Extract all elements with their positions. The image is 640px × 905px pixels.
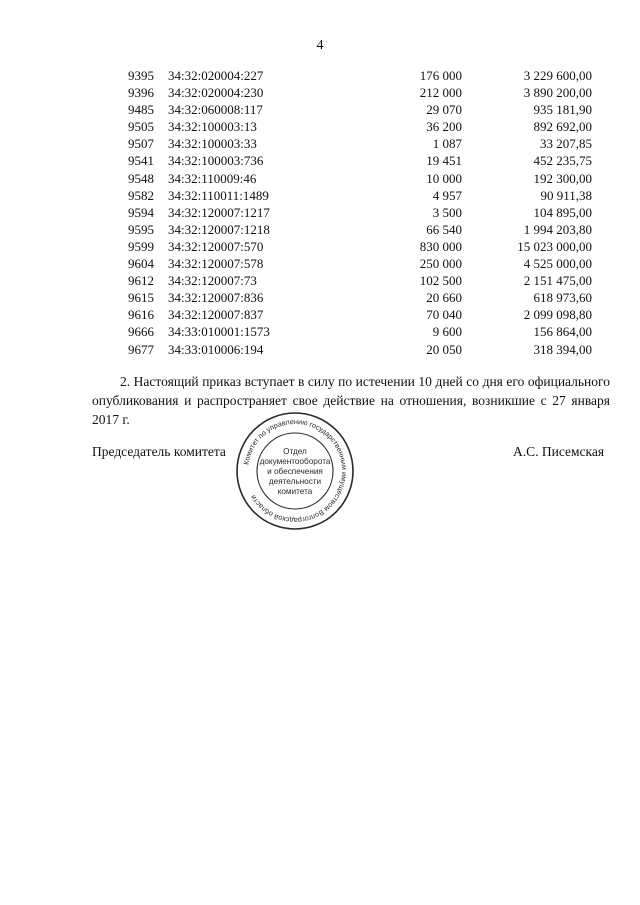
area-value: 20 660 (426, 290, 462, 306)
cadastral-number: 34:32:120007:837 (168, 307, 264, 323)
area-value: 1 087 (432, 136, 462, 152)
table-row (128, 84, 592, 101)
area-value: 29 070 (426, 102, 462, 118)
cadastral-value: 3 229 600,00 (523, 68, 592, 83)
row-number: 9548 (128, 170, 154, 186)
table-row (128, 67, 592, 84)
stamp-line-4: деятельности (268, 477, 322, 486)
cadastral-number: 34:32:020004:227 (168, 68, 264, 83)
area-value: 250 000 (419, 256, 462, 272)
cadastral-value: 15 023 000,00 (517, 238, 592, 254)
row-number: 9677 (128, 341, 154, 357)
table-row (128, 170, 592, 187)
area-value: 830 000 (419, 238, 462, 254)
cadastral-number: 34:32:120007:570 (168, 238, 264, 254)
cadastral-value: 156 864,00 (533, 324, 592, 340)
table-row (128, 306, 592, 323)
area-value: 10 000 (426, 170, 462, 186)
table-row (128, 238, 592, 255)
stamp-ring-text: Комитет по управлению государственным имуществом Волгоградской области (241, 416, 350, 526)
cadastral-value: 3 890 200,00 (523, 85, 592, 101)
cadastral-number: 34:32:100003:13 (168, 119, 257, 135)
cadastral-number: 34:32:100003:736 (168, 153, 264, 169)
table-row (128, 152, 592, 169)
cadastral-value: 104 895,00 (533, 204, 592, 220)
stamp-line-1: Отдел (283, 447, 307, 456)
cadastral-number: 34:33:010006:194 (168, 341, 264, 357)
area-value: 36 200 (426, 119, 462, 135)
row-number: 9396 (128, 85, 154, 101)
cadastral-value: 892 692,00 (533, 119, 592, 135)
table-row (128, 255, 592, 272)
cadastral-number: 34:32:020004:230 (168, 85, 264, 101)
row-number: 9594 (128, 204, 154, 220)
area-value: 19 451 (426, 153, 462, 169)
area-value: 66 540 (426, 221, 462, 237)
table-row (128, 289, 592, 306)
area-value: 102 500 (419, 273, 462, 289)
row-number: 9599 (128, 238, 154, 254)
row-number: 9505 (128, 119, 154, 135)
table-row (128, 272, 592, 289)
area-value: 9 600 (432, 324, 462, 340)
cadastral-value: 1 994 203,80 (523, 221, 592, 237)
table-row (128, 187, 592, 204)
row-number: 9616 (128, 307, 154, 323)
area-value: 3 500 (432, 204, 462, 220)
cadastral-number: 34:32:120007:836 (168, 290, 264, 306)
cadastral-number: 34:32:100003:33 (168, 136, 257, 152)
office-stamp (234, 410, 356, 532)
land-plots-table (128, 67, 592, 358)
cadastral-value: 618 973,60 (533, 290, 592, 306)
cadastral-number: 34:32:120007:73 (168, 273, 257, 289)
row-number: 9507 (128, 136, 154, 152)
cadastral-number: 34:32:120007:578 (168, 256, 264, 272)
cadastral-value: 33 207,85 (540, 136, 592, 152)
table-row (128, 135, 592, 152)
stamp-line-5: комитета (277, 487, 313, 496)
row-number: 9541 (128, 153, 154, 169)
table-row (128, 118, 592, 135)
row-number: 9612 (128, 273, 154, 289)
page-number: 4 (316, 38, 324, 53)
cadastral-value: 452 235,75 (533, 153, 592, 169)
row-number: 9582 (128, 187, 154, 203)
area-value: 20 050 (426, 341, 462, 357)
cadastral-value: 2 151 475,00 (523, 273, 592, 289)
area-value: 176 000 (419, 68, 462, 83)
cadastral-number: 34:32:110011:1489 (168, 187, 269, 203)
table-row (128, 101, 592, 118)
row-number: 9485 (128, 102, 154, 118)
row-number: 9666 (128, 324, 154, 340)
table-row (128, 341, 592, 358)
area-value: 70 040 (426, 307, 462, 323)
stamp-line-3: и обеспечения (267, 467, 323, 476)
table-row (128, 204, 592, 221)
cadastral-value: 192 300,00 (533, 170, 592, 186)
signer-name: А.С. Писемская (513, 444, 605, 459)
cadastral-number: 34:32:120007:1218 (168, 221, 270, 237)
cadastral-number: 34:32:120007:1217 (168, 204, 270, 220)
cadastral-value: 90 911,38 (540, 187, 592, 203)
area-value: 4 957 (432, 187, 462, 203)
row-number: 9395 (128, 68, 154, 83)
row-number: 9595 (128, 221, 154, 237)
cadastral-value: 318 394,00 (533, 341, 592, 357)
signer-title: Председатель комитета (92, 444, 226, 459)
cadastral-number: 34:33:010001:1573 (168, 324, 270, 340)
cadastral-value: 4 525 000,00 (523, 256, 592, 272)
table-row (128, 323, 592, 340)
stamp-line-2: документооборота (259, 457, 331, 466)
cadastral-number: 34:32:060008:117 (168, 102, 263, 118)
row-number: 9604 (128, 256, 154, 272)
table-row (128, 221, 592, 238)
cadastral-value: 935 181,90 (533, 102, 592, 118)
order-paragraph-text: 2. Настоящий приказ вступает в силу по истечении 10 дней со дня его официального опубликования и распространяет свое действие на отношения, возникшие с 27 января 2017 г. (92, 374, 610, 427)
area-value: 212 000 (419, 85, 462, 101)
cadastral-value: 2 099 098,80 (523, 307, 592, 323)
cadastral-number: 34:32:110009:46 (168, 170, 257, 186)
row-number: 9615 (128, 290, 154, 306)
